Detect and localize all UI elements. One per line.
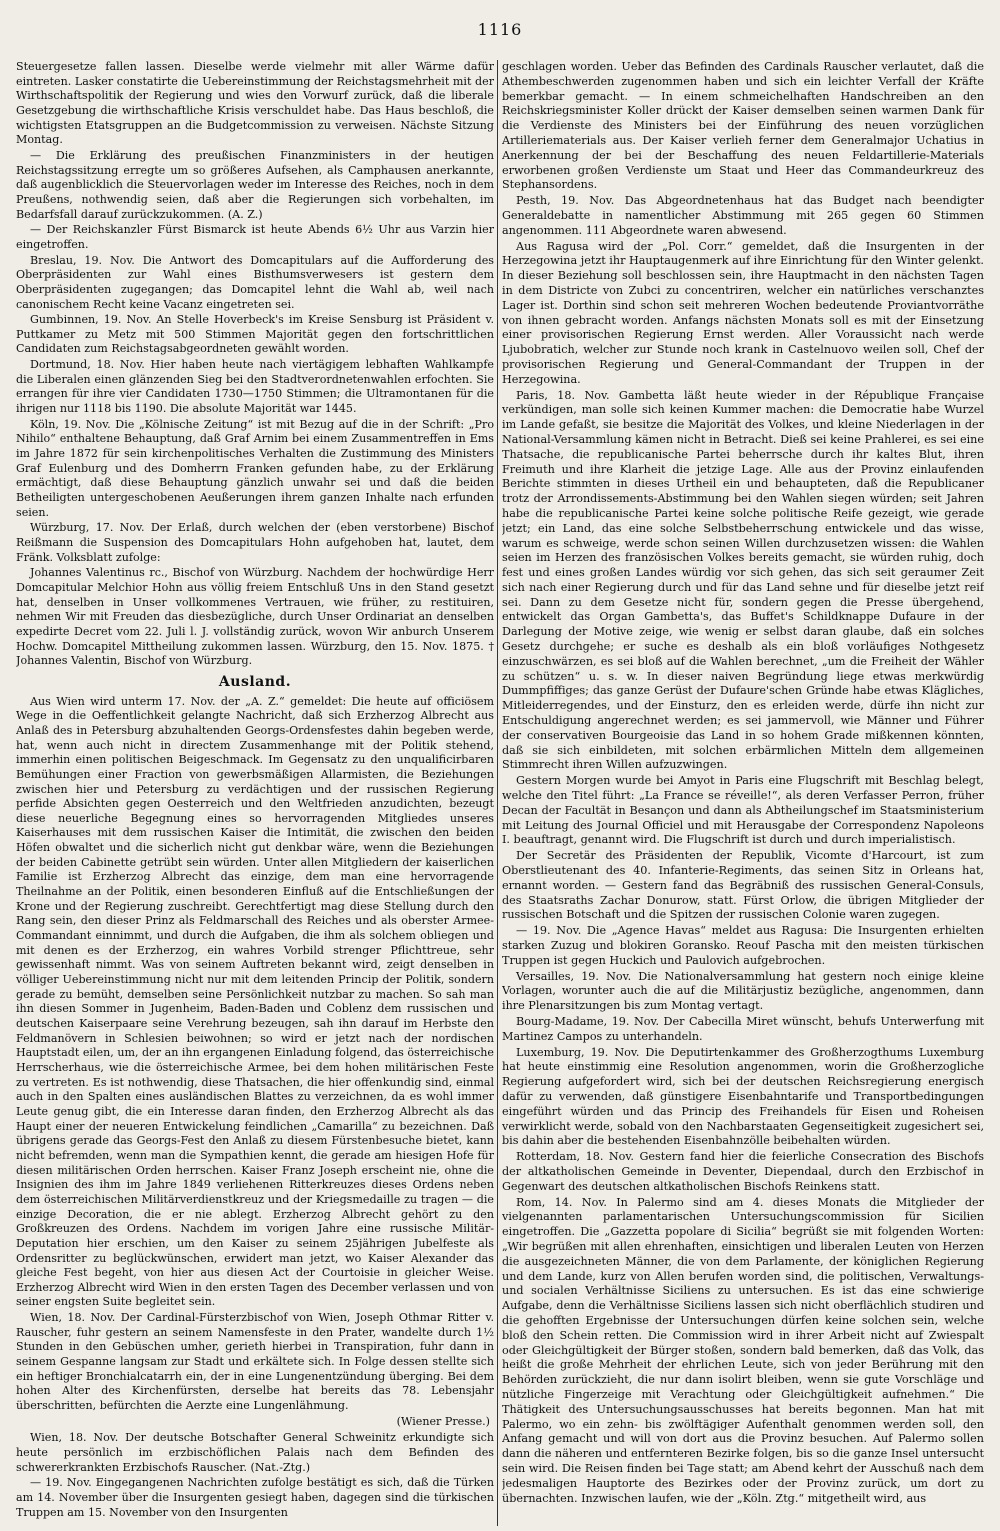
article-paragraph: Rom, 14. Nov. In Palermo sind am 4. dieses Monats die Mitglieder der vielgenannten parlamentarischen Untersuchungscommission für Sicilien eingetroffen. Die „Gazzetta popolare di Sicilia“ begrüßt sie mit folgenden Worten: „Wir begrüßen mit allen ehrenhaften, einsichtigen und liberalen Leuten von Herzen die ausgezeichneten Männer, die von dem Parlamente, der königlichen Regierung und dem Lande, kurz von Allen berufen worden sind, die politischen, Verwaltungs- und socialen Verhältnisse Siciliens zu untersuchen. Es ist das eine schwierige Aufgabe, denn die Verhältnisse Siciliens lassen sich nicht oberflächlich studiren und die gehofften Ergebnisse der Untersuchungen dürfen keine solchen sein, welche bloß den Schein retten. Die Commission wird in ihrer Arbeit nicht auf Zwiespalt oder Gleichgültigkeit der Bürger stoßen, sondern bald bemerken, daß das Volk, das heißt die große Mehrheit der ehrlichen Leute, sich von jeder Berührung mit den Behörden zurückzieht, die nur dann isolirt bleiben, wenn sie gute Vorschläge und nützliche Fingerzeige mit Verachtung oder Gleichgültigkeit aufnehmen.“ Die Thätigkeit des Untersuchungsausschusses hat bereits begonnen. Man hat mit Palermo, wo ein zehn- bis zwölftägiger Aufenthalt genommen werden soll, den Anfang gemacht und will von dort aus die Provinz besuchen. Auf Palermo sollen dann die näheren und entfernteren Bezirke folgen, bis so die ganze Insel untersucht sein wird. Die Reisen finden bei Tage statt; am Abend kehrt der Ausschuß nach dem jedesmaligen Hauptorte des Bezirkes oder der Provinz zurück, um dort zu übernachten. Inzwischen laufen, wie der „Köln. Ztg.“ mitgetheilt wird, aus bbox=[502, 1195, 984, 1505]
page-number: 1116 bbox=[477, 20, 523, 39]
section-heading: Ausland. bbox=[218, 673, 292, 690]
article-paragraph: Versailles, 19. Nov. Die Nationalversammlung hat gestern noch einige kleine Vorlagen, worunter auch die auf die Militärjustiz bezügliche, angenommen, dann ihre Plenarsitzungen bis zum Montag vertagt. bbox=[502, 969, 984, 1013]
left-column bbox=[16, 60, 494, 1526]
article-paragraph: — Der Reichskanzler Fürst Bismarck ist heute Abends 6½ Uhr aus Varzin hier eingetroffen. bbox=[16, 223, 494, 251]
article-paragraph: — Die Erklärung des preußischen Finanzministers in der heutigen Reichstagssitzung erregte um so größeres Aufsehen, als Camphausen anerkannte, daß augenblicklich die Steuervorlagen weder im Interesse des Reiches, noch in dem Preußens, nothwendig seien, daß aber die Regierungen sich vorbehalten, im Bedarfsfall darauf zurückzukommen. (A. Z.) bbox=[16, 148, 494, 221]
article-paragraph: Wien, 18. Nov. Der Cardinal-Fürsterzbischof von Wien, Joseph Othmar Ritter v. Rauscher, fuhr gestern an seinem Namensfeste in den Prater, wandelte durch 1½ Stunden in den Gebüschen umher, gerieth hierbei in Transpiration, fuhr dann in seinem Gespanne langsam zur Stadt und erkältete sich. In Folge dessen stellte sich ein heftiger Bronchialcatarrh ein, der in eine Lungenentzündung überging. Bei dem hohen Alter des Kirchenfürsten, derselbe hat bereits das 78. Lebensjahr überschritten, befürchten die Aerzte eine Lungenlähmung. bbox=[16, 1311, 494, 1413]
article-paragraph: Wien, 18. Nov. Der deutsche Botschafter General Schweinitz erkundigte sich heute persönlich im erzbischöflichen Palais nach dem Befinden des schwererkrankten Erzbischofs Rauscher. (Nat.-Ztg.) bbox=[16, 1431, 494, 1474]
article-paragraph: Aus Wien wird unterm 17. Nov. der „A. Z.“ gemeldet: Die heute auf officiösem Wege in die Oeffentlichkeit gelangte Nachricht, daß sich Erzherzog Albrecht aus Anlaß des in Petersburg abzuhaltenden Georgs-Ordensfestes dahin begeben werde, hat, wenn auch nicht in directem Zusammenhange mit der Politik stehend, immerhin einen politischen Beigeschmack. Im Gegensatz zu den unqualificirbaren Bemühungen einer Fraction von gewerbsmäßigen Allarmisten, die Beziehungen zwischen hier und Petersburg zu verdächtigen und der russischen Regierung perfide Absichten gegen Oesterreich und den Weltfrieden anzudichten, bezeugt diese neuerliche Begegnung eines so hervorragenden Mitgliedes unseres Kaiserhauses mit dem russischen Kaiser die Intimität, die zwischen den beiden Höfen obwaltet und die sicherlich nicht gut denkbar wäre, wenn die Beziehungen der beiden Cabinette getrübt sein würden. Unter allen Mitgliedern der kaiserlichen Familie ist Erzherzog Albrecht das einzige, dem man eine hervorragende Theilnahme an der Politik, einen besonderen Einfluß auf die Entschließungen der Krone und der Regierung zuschreibt. Gerechtfertigt mag diese Stellung durch den Rang sein, den dieser Prinz als Feldmarschall des Reiches und als oberster Armee-Commandant einnimmt, und durch die Aufgaben, die ihm als solchem obliegen und mit denen es der Erzherzog, ein wahres Vorbild strenger Pflichttreue, sehr gewissenhaft nimmt. Was von seinem Auftreten bekannt wird, zeigt denselben in völliger Uebereinstimmung nicht nur mit dem leitenden Princip der Politik, sondern gerade zu bemüht, demselben seine Persönlichkeit nutzbar zu machen. So sah man ihn diesen Sommer in Jugenheim, Baden-Baden und Coblenz dem russischen und deutschen Kaiserpaare seine Verehrung bezeugen, sah ihn darauf im Herbste den Feldmanövern in Schlesien beiwohnen; so wird er jetzt nach der nordischen Hauptstadt eilen, um, der an ihn ergangenen Einladung folgend, das österreichische Herrscherhaus, wie die österreichische Armee, bei dem hohen militärischen Feste zu vertreten. Es ist nothwendig, diese Thatsachen, die hier offenkundig sind, einmal auch in den Spalten eines ausländischen Blattes zu verzeichnen, da es wohl immer Leute genug gibt, die ein Interesse daran finden, den Erzherzog Albrecht als das Haupt einer der neueren Entwickelung feindlichen „Camarilla“ zu bezeichnen. Daß übrigens gerade das Georgs-Fest den Anlaß zu diesem Fürstenbesuche bietet, kann nicht befremden, wenn man die Sympathien kennt, die gerade am hiesigen Hofe für diesen militärischen Orden herrschen. Kaiser Franz Joseph erscheint nie, ohne die Insignien des ihm im Jahre 1849 verliehenen Ritterkreuzes dieses Ordens neben dem österreichischen Militärverdienstkreuz und der Kriegsmedaille zu tragen — die einzige Decoration, die er nie ablegt. Erzherzog Albrecht gehört zu den Großkreuzen des Ordens. Nachdem im vorigen Jahre eine russische Militär-Deputation hier erschien, um den Kaiser zu seinem 25jährigen Jubelfeste als Ordensritter zu beglückwünschen, erwidert man jetzt, wo Kaiser Alexander das gleiche Fest begeht, von hier aus diesen Act der Courtoisie in gleicher Weise. Erzherzog Albrecht wird Wien in den ersten Tagen des December verlassen und von seiner engsten Suite begleitet sein. bbox=[16, 694, 494, 1309]
article-paragraph: — 19. Nov. Die „Agence Havas“ meldet aus Ragusa: Die Insurgenten erhielten starken Zuzug und blokiren Goransko. Reouf Pascha mit den meisten türkischen Truppen ist gegen Huckich und Paulovich aufgebrochen. bbox=[502, 924, 984, 967]
article-paragraph: Rotterdam, 18. Nov. Gestern fand hier die feierliche Consecration des Bischofs der altkatholischen Gemeinde in Deventer, Diependaal, durch den Erzbischof in Gegenwart des deutschen altkatholischen Bischofs Reinkens statt. bbox=[502, 1150, 984, 1193]
column-divider bbox=[497, 60, 498, 1526]
article-paragraph: Breslau, 19. Nov. Die Antwort des Domcapitulars auf die Aufforderung des Oberpräsidenten zur Wahl eines Bisthumsverwesers ist gestern dem Oberpräsidenten zugegangen; das Domcapitel lehnt die Wahl ab, weil nach canonischem Recht keine Vacanz eingetreten sei. bbox=[16, 253, 494, 311]
article-paragraph: Luxemburg, 19. Nov. Die Deputirtenkammer des Großherzogthums Luxemburg hat heute einstimmig eine Resolution angenommen, worin die Großherzogliche Regierung aufgefordert wird, sich bei der deutschen Reichsregierung energisch dafür zu verwenden, daß günstigere Eisenbahntarife und Transportbedingungen eingeführt würden und das Princip des Freihandels für Eisen und Roheisen verwirklicht werde, sobald von den Nachbarstaaten Gegenseitigkeit zugesichert sei, bis dahin aber die bestehenden Eisenbahnzölle beibehalten würden. bbox=[502, 1045, 984, 1148]
article-paragraph: Steuergesetze fallen lassen. Dieselbe werde vielmehr mit aller Wärme dafür eintreten. Lasker constatirte die Uebereinstimmung der Reichstagsmehrheit mit der Wirthschaftspolitik der Regierung und wies den Vorwurf zurück, daß die liberale Gesetzgebung die wirthschaftliche Krisis verschuldet habe. Das Haus beschloß, die wichtigsten Etatsgruppen an die Budgetcommission zu verweisen. Nächste Sitzung Montag. bbox=[16, 60, 494, 147]
article-paragraph: Köln, 19. Nov. Die „Kölnische Zeitung“ ist mit Bezug auf die in der Schrift: „Pro Nihilo“ enthaltene Behauptung, daß Graf Arnim bei einem Zusammentreffen in Ems im Jahre 1872 für sein kirchenpolitisches Verhalten die Zustimmung des Ministers Graf Eulenburg und des Domherrn Franken gefunden habe, zu der Erklärung ermächtigt, daß diese Behauptung gänzlich unwahr sei und daß die beiden Betheiligten untergeschobenen Aeußerungen ihrem ganzen Inhalte nach erfunden seien. bbox=[16, 417, 494, 519]
article-paragraph: Gumbinnen, 19. Nov. An Stelle Hoverbeck's im Kreise Sensburg ist Präsident v. Puttkamer zu Metz mit 500 Stimmen Majorität gegen den fortschrittlichen Candidaten zum Reichstagsabgeordneten gewählt worden. bbox=[16, 313, 494, 356]
article-paragraph: Pesth, 19. Nov. Das Abgeordnetenhaus hat das Budget nach beendigter Generaldebatte in namentlicher Abstimmung mit 265 gegen 60 Stimmen angenommen. 111 Abgeordnete waren abwesend. bbox=[502, 194, 984, 237]
article-paragraph: — 19. Nov. Eingegangenen Nachrichten zufolge bestätigt es sich, daß die Türken am 14. November über die Insurgenten gesiegt haben, dagegen sind die türkischen Truppen am 15. November von den Insurgenten bbox=[16, 1476, 494, 1519]
article-paragraph: Aus Ragusa wird der „Pol. Corr.“ gemeldet, daß die Insurgenten in der Herzegowina jetzt ihr Hauptaugenmerk auf ihre Einrichtung für den Winter gelenkt. In dieser Beziehung soll beschlossen sein, ihre Hauptmacht in den nächsten Tagen in dem Districte von Zubci zu concentriren, welcher ein natürliches verschanztes Lager ist. Dorthin sind schon seit mehreren Wochen bedeutende Proviantvorräthe von ihnen gebracht worden. Anfangs nächsten Monats soll es mit der Einsetzung einer provisorischen Regierung Ernst werden. Aller Voraussicht nach werde Ljubobratich, welcher zur Stunde noch krank in Castelnuovo weilen soll, Chef der provisorischen Regierung und General-Commandant der Truppen in der Herzegowina. bbox=[502, 239, 984, 386]
article-paragraph: Johannes Valentinus rc., Bischof von Würzburg. Nachdem der hochwürdige Herr Domcapitular Melchior Hohn aus völlig freiem Entschluß Uns in den Stand gesetzt hat, denselben in Unser vollkommenes Vertrauen, wie früher, zu restituiren, nehmen Wir mit Freuden das diesbezügliche, durch Unser Ordinariat an denselben expedirte Decret vom 22. Juli l. J. vollständig zurück, wovon Wir anburch Unserem Hochw. Domcapitel Mittheilung zukommen lassen. Würzburg, den 15. Nov. 1875. † Johannes Valentin, Bischof von Würzburg. bbox=[16, 566, 494, 668]
article-paragraph: Der Secretär des Präsidenten der Republik, Vicomte d'Harcourt, ist zum Oberstlieutenant des 40. Infanterie-Regiments, das seinen Sitz in Orleans hat, ernannt worden. — Gestern fand das Begräbniß des russischen General-Consuls, des Staatsraths Zachar Donurow, statt. Fürst Orlow, die übrigen Mitglieder der russischen Botschaft und die Spitzen der russischen Colonie waren zugegen. bbox=[502, 849, 984, 922]
right-column bbox=[502, 60, 984, 1526]
article-paragraph: geschlagen worden. Ueber das Befinden des Cardinals Rauscher verlautet, daß die Athembeschwerden zugenommen haben und sich ein leichter Verfall der Kräfte bemerkbar gemacht. — In einem schmeichelhaften Handschreiben an den Reichskriegsminister Koller drückt der Kaiser demselben seinen warmen Dank für die Verdienste des Ministers bei der Einführung des neuen vorzüglichen Artilleriematerials aus. Der Kaiser verlieh ferner dem Generalmajor Uchatius in Anerkennung der bei der Beschaffung des neuen Feldartillerie-Materials erworbenen großen Verdienste um Staat und Heer das Commandeurkreuz des Stephansordens. bbox=[502, 60, 984, 192]
article-paragraph: Würzburg, 17. Nov. Der Erlaß, durch welchen der (eben verstorbene) Bischof Reißmann die Suspension des Domcapitulars Hohn aufgehoben hat, lautet, dem Fränk. Volksblatt zufolge: bbox=[16, 521, 494, 564]
article-paragraph: Bourg-Madame, 19. Nov. Der Cabecilla Miret wünscht, behufs Unterwerfung mit Martinez Campos zu unterhandeln. bbox=[502, 1015, 984, 1043]
article-paragraph: Gestern Morgen wurde bei Amyot in Paris eine Flugschrift mit Beschlag belegt, welche den Titel führt: „La France se réveille!“, als deren Verfasser Perron, früher Decan der Facultät in Besançon und dann als Abtheilungschef im Staatsministerium mit Leitung des Journal Officiel und mit Herausgabe der Correspondenz Napoleons I. beauftragt, genannt wird. Die Flugschrift ist durch und durch imperialistisch. bbox=[502, 774, 984, 847]
source-attribution: (Wiener Presse.) bbox=[396, 1414, 490, 1428]
article-paragraph: Paris, 18. Nov. Gambetta läßt heute wieder in der République Française verkündigen, man solle sich keinen Kummer machen: die Democratie habe Wurzel im Lande gefaßt, sie besitze die Majorität des Volkes, und kleine Niederlagen in der National-Versammlung kämen nicht in Betracht. Dieß sei keine Prahlerei, es sei eine Thatsache, die republicanische Partei beherrsche durch ihr kaltes Blut, ihren Freimuth und ihre Klarheit die jetzige Lage. Alle aus der Provinz einlaufenden Berichte stimmten in dieses Urtheil ein und behaupteten, daß die Republicaner trotz der Arrondissements-Abstimmung bei den Wahlen siegen würden; seit Jahren habe die republicanische Partei keine solche politische Reife gezeigt, wie gerade jetzt; ein Land, das eine solche Selbstbeherrschung entwickele und das wisse, warum es schweige, werde schon seinen Willen durchzusetzen wissen: die Wahlen seien im Herzen des französischen Volkes bereits gemacht, sie würden ruhig, doch fest und eines großen Landes würdig vor sich gehen, das sich seit geraumer Zeit sich nach einer Regierung durch und für das Land sehne und für dieselbe jetzt reif sei. Dann zu dem Gesetze nicht für, sondern gegen die Presse übergehend, entwickelt das Organ Gambetta's, das Buffet's Schildknappe Dufaure in der Darlegung der Motive zeige, wie wenig er selbst daran glaube, daß ein solches Gesetz durchgehe; er suche es deshalb als ein bloß vorläufiges Nothgesetz einzuschwärzen, es sei bloß auf die Wahlen berechnet, „um die Freiheit der Wähler zu schützen“ u. s. w. In dieser naiven Begründung liege etwas merkwürdig Dummpfiffiges; das ganze Gerüst der Dufaure'schen Gründe habe etwas Klägliches, Mitleiderregendes, und der Einsturz, den es erleiden werde, dürfe ihn nicht zur Entschuldigung angerechnet werden; es sei jammervoll, wie Männer und Führer der conservativen Bourgeoisie das Land in so hohem Grade mißkennen könnten, daß sie sich einbildeten, mit solchen erbärmlichen Mitteln dem allgemeinen Stimmrecht ihren Willen aufzuzwingen. bbox=[502, 388, 984, 772]
article-paragraph: Dortmund, 18. Nov. Hier haben heute nach viertägigem lebhaften Wahlkampfe die Liberalen einen glänzenden Sieg bei den Stadtverordnetenwahlen erfochten. Sie errangen für ihre vier Candidaten 1730—1750 Stimmen; die Ultramontanen für die ihrigen nur 1118 bis 1190. Die absolute Majorität war 1445. bbox=[16, 358, 494, 416]
